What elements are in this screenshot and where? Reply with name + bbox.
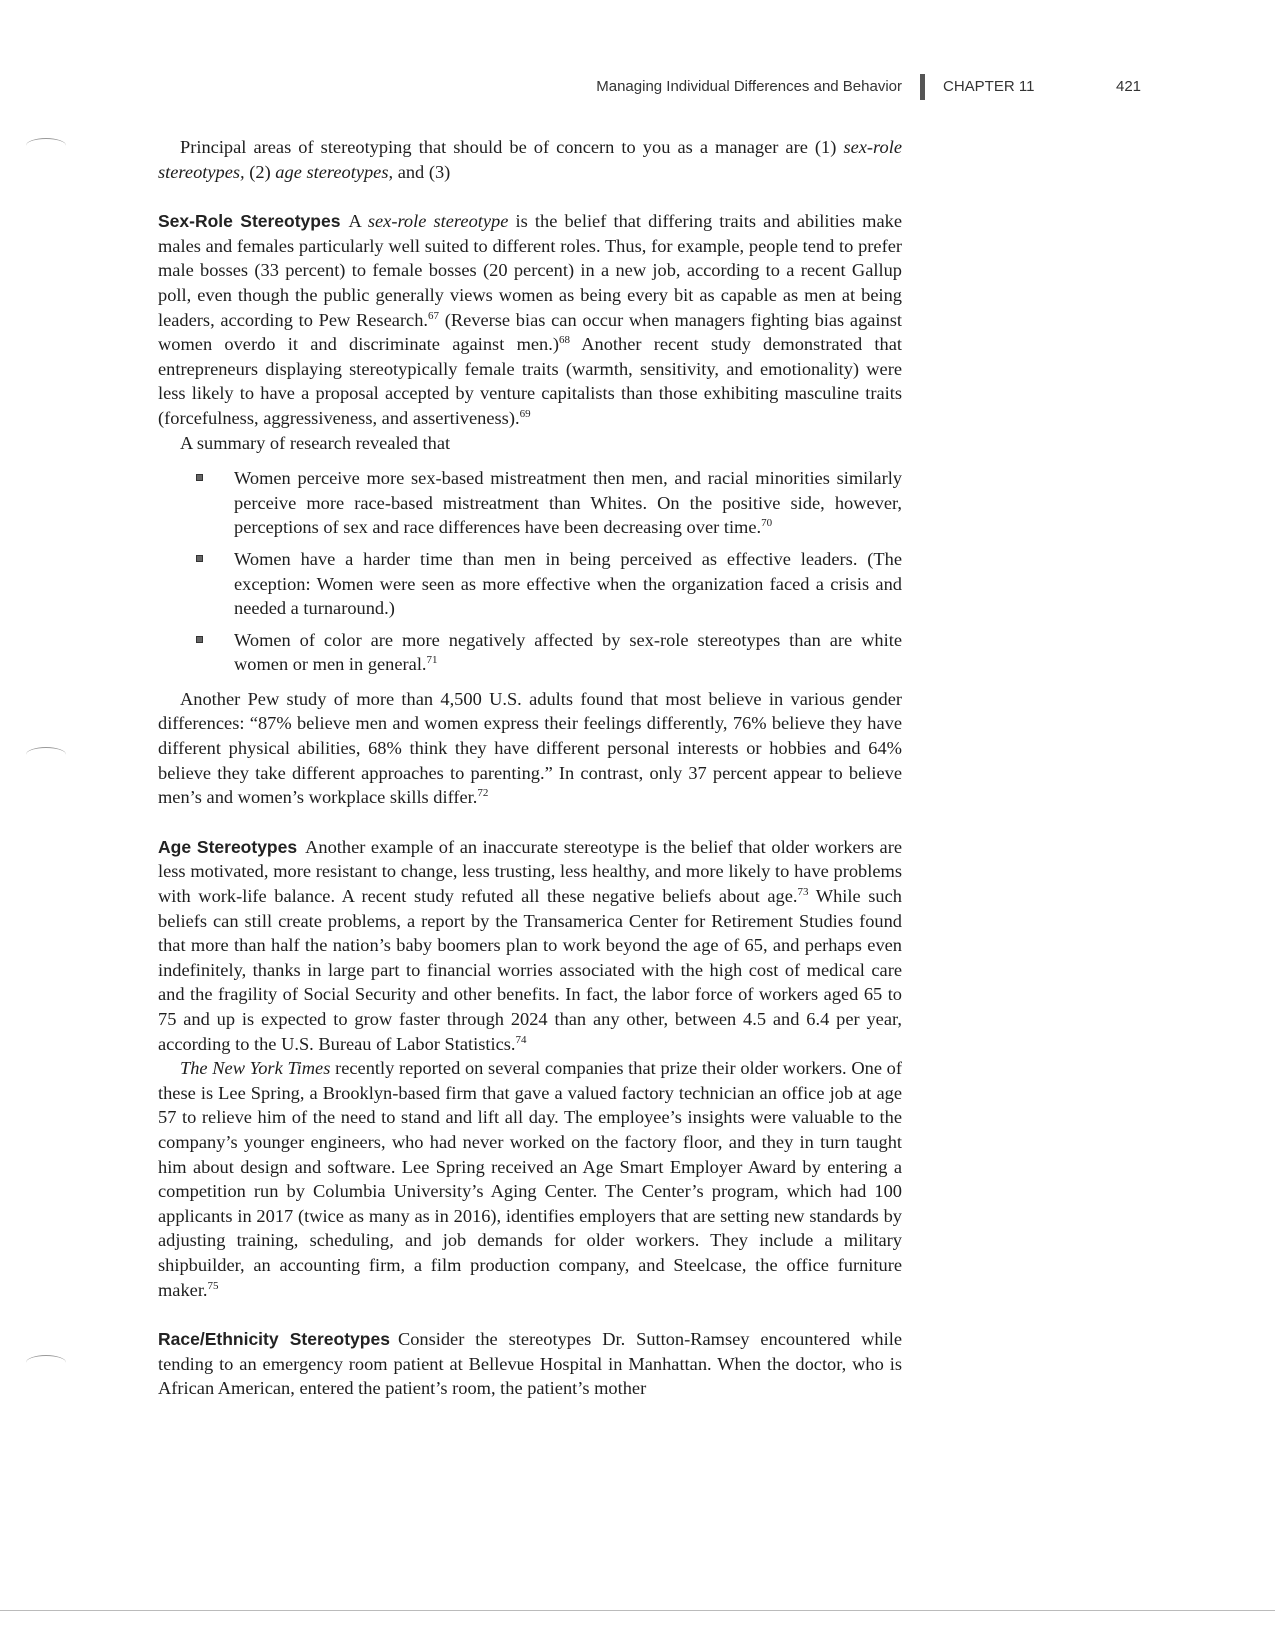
chapter-label: CHAPTER 11 xyxy=(943,78,1035,95)
footnote-ref: 69 xyxy=(519,407,531,420)
margin-mark xyxy=(26,747,66,762)
section-heading-age: Age Stereotypes xyxy=(158,836,298,857)
footnote-ref: 73 xyxy=(797,885,809,898)
margin-mark xyxy=(26,138,66,153)
running-title: Managing Individual Differences and Behavior xyxy=(596,78,902,95)
page-header xyxy=(0,74,1275,102)
footnote-ref: 72 xyxy=(477,787,489,800)
age-paragraph: Age Stereotypes Another example of an inaccurate stereotype is the belief that older workers are less motivated, more resistant to change, less trusting, less healthy, and more likely to have problems with work-life balance. A recent study refuted all these negative beliefs about age.$^{73}$ While such beliefs can still create problems, a report by the Transamerica Center for Retirement Studies found that more than half the nation’s baby boomers plan to work beyond the age of 65, and perhaps even indefinitely, thanks in large part to financial worries associated with the high cost of medical care and the fragility of Social Security and other benefits. In fact, the labor force of workers aged 65 to 75 and up is expected to grow faster through 2024 than any other, between 4.5 and 6.4 per year, according to the U.S. Bureau of Labor Statistics.$^{74}$ xyxy=(158,836,902,1054)
footnote-ref: 74 xyxy=(515,1033,527,1046)
header-divider xyxy=(920,74,925,100)
page-body xyxy=(158,135,902,1401)
page-number: 421 xyxy=(1116,78,1142,95)
bullet-list xyxy=(158,466,902,677)
margin-mark xyxy=(26,1355,66,1370)
footnote-ref: 71 xyxy=(426,654,438,667)
footnote-ref: 68 xyxy=(558,334,570,347)
footnote-ref: 75 xyxy=(207,1279,219,1292)
square-bullet-icon xyxy=(196,636,203,643)
nyt-paragraph: The New York Times recently reported on several companies that prize their older workers. One of these is Lee Spring, a Brooklyn-based firm that gave a valued factory technician an office job at age 57 to relieve him of the need to stand and lift all day. The employee’s insights were valuable to the company’s younger engineers, who had never worked on the factory floor, and they in turn taught him about design and software. Lee Spring received an Age Smart Employer Award by entering a competition run by Columbia University’s Aging Center. The Center’s program, which had 100 applicants in 2017 (twice as many as in 2016), identifies employers that are setting new standards by adjusting training, scheduling, and job demands for older workers. They include a military shipbuilder, an accounting firm, a film production company, and Steelcase, the office furniture maker.$^{75}$ xyxy=(158,1058,903,1300)
list-item: Women of color are more negatively affected by sex-role stereotypes than are white women or men in general.$^{71}$ xyxy=(158,628,902,677)
square-bullet-icon xyxy=(196,555,203,562)
footnote-ref: 67 xyxy=(428,309,439,322)
intro-paragraph: Principal areas of stereotyping that should be of concern to you as a manager are (1) sex-role stereotypes, (2) age stereotypes, and (3) xyxy=(158,137,902,182)
sex-role-paragraph: Sex-Role Stereotypes A sex-role stereotype is the belief that differing traits and abilities make males and females particularly well suited to different roles. Thus, for example, people tend to prefer male bosses (33 percent) to female bosses (20 percent) in a new job, according to a recent Gallup poll, even though the public generally views women as being every bit as capable as men at being leaders, according to Pew Research.$^{67}$ (Reverse bias can occur when managers fighting bias against women overdo it and discriminate against men.)$^{68}$ Another recent study demonstrated that entrepreneurs displaying stereotypically female traits (warmth, sensitivity, and emotionality) were less likely to have a proposal accepted by venture capitalists than those exhibiting masculine traits (forcefulness, aggressiveness, and assertiveness).$^{69}$ xyxy=(158,211,902,428)
list-item: Women have a harder time than men in being perceived as effective leaders. (The exception: Women were seen as more effective when the organization faced a crisis and needed a turnaround.) xyxy=(158,547,902,621)
footnote-ref: 70 xyxy=(761,517,773,530)
list-item: Women perceive more sex-based mistreatment then men, and racial minorities similarly perceive more race-based mistreatment than Whites. On the positive side, however, perceptions of sex and race differences have been decreasing over time.$^{70}$ xyxy=(158,466,902,540)
section-heading-race: Race/Ethnicity Stereotypes xyxy=(158,1329,390,1350)
pew-paragraph: Another Pew study of more than 4,500 U.S. adults found that most believe in various gender differences: “87% believe men and women express their feelings differently, 76% believe they have different physical abilities, 68% think they have different personal interests or hobbies and 64% believe they take different approaches to parenting.” In contrast, only 37 percent appear to believe men’s and women’s workplace skills differ.$^{72}$ xyxy=(158,688,902,808)
summary-intro: A summary of research revealed that xyxy=(180,432,451,453)
bottom-rule xyxy=(0,1610,1275,1611)
square-bullet-icon xyxy=(196,474,203,481)
section-heading-sex-role: Sex-Role Stereotypes xyxy=(158,211,341,232)
race-paragraph: Race/Ethnicity Stereotypes Consider the stereotypes Dr. Sutton-Ramsey encountered while tending to an emergency room patient at Bellevue Hospital in Manhattan. When the doctor, who is African American, entered the patient’s room, the patient’s mother xyxy=(158,1329,902,1399)
